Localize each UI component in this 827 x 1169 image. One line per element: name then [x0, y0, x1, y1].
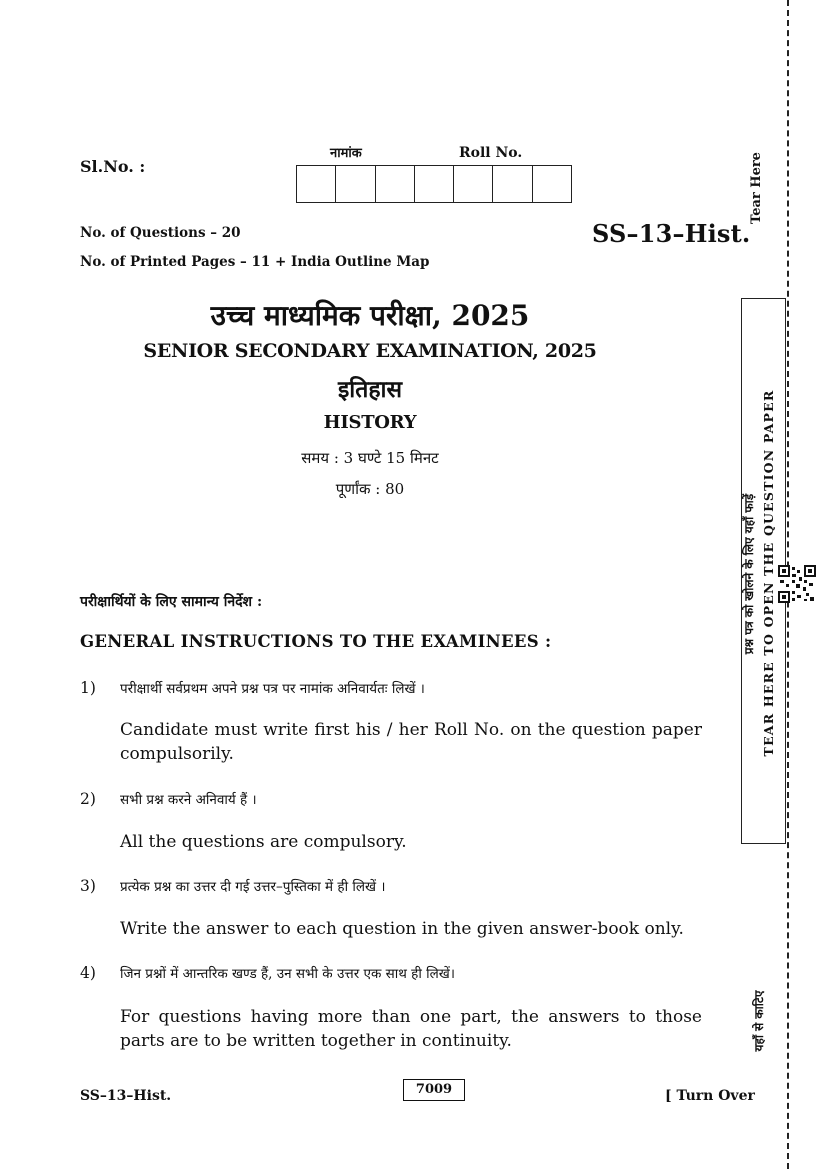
number-of-pages: No. of Printed Pages – 11 + India Outline Map	[80, 254, 430, 270]
number-of-questions: No. of Questions – 20	[80, 225, 241, 241]
serial-number-label: Sl.No. :	[80, 157, 146, 176]
instructions-heading: GENERAL INSTRUCTIONS TO THE EXAMINEES :	[80, 632, 552, 651]
exam-title-hindi: उच्च माध्यमिक परीक्षा, 2025	[210, 299, 530, 332]
instruction-text: Candidate must write first his / her Roll No. on the question paper compulsorily.	[120, 720, 702, 764]
roll-digit-box[interactable]	[454, 166, 493, 202]
roll-number-label: Roll No.	[459, 145, 523, 161]
roll-digit-box[interactable]	[297, 166, 336, 202]
instruction-text: For questions having more than one part, the answers to those parts are to be written together in continuity.	[120, 1007, 702, 1051]
instruction-text-hindi: सभी प्रश्न करने अनिवार्य हैं ।	[120, 792, 257, 808]
roll-digit-box[interactable]	[415, 166, 454, 202]
instruction-text-hindi: प्रत्येक प्रश्न का उत्तर दी गई उत्तर–पुस्तिका में ही लिखें ।	[120, 879, 386, 895]
subject-title-hindi: इतिहास	[337, 376, 403, 403]
roll-number-boxes[interactable]	[296, 165, 572, 203]
turn-over-label: [ Turn Over	[665, 1088, 755, 1104]
instructions-heading-hindi: परीक्षार्थियों के लिए सामान्य निर्देश :	[80, 594, 263, 610]
instruction-number: 3)	[80, 877, 96, 895]
exam-title: SENIOR SECONDARY EXAMINATION, 2025	[143, 340, 597, 362]
instruction-number: 1)	[80, 679, 96, 697]
footer-paper-code: SS–13–Hist.	[80, 1088, 172, 1104]
instruction-text-hindi: जिन प्रश्नों में आन्तरिक खण्ड हैं, उन सभी के उत्तर एक साथ ही लिखें।	[120, 966, 455, 982]
instruction-text: Write the answer to each question in the given answer-book only.	[120, 919, 684, 939]
tear-open-label-hindi: प्रश्न पत्र को खोलने के लिए यहाँ फाड़ें	[742, 493, 756, 655]
roll-digit-box[interactable]	[533, 166, 571, 202]
qr-code-icon	[778, 565, 816, 603]
footer-box-number: 7009	[403, 1079, 465, 1101]
instruction-number: 4)	[80, 964, 96, 982]
maximum-marks: पूर्णांक : 80	[335, 480, 405, 498]
instruction-text-hindi: परीक्षार्थी सर्वप्रथम अपने प्रश्न पत्र पर नामांक अनिवार्यतः लिखें ।	[120, 681, 425, 697]
instruction-number: 2)	[80, 790, 96, 808]
exam-duration: समय : 3 घण्टे 15 मिनट	[301, 449, 439, 467]
paper-code: SS–13–Hist.	[592, 219, 751, 248]
cut-here-label-hindi: यहाँ से काटिए	[752, 990, 766, 1052]
tear-open-label: TEAR HERE TO OPEN THE QUESTION PAPER	[761, 389, 776, 757]
instruction-text: All the questions are compulsory.	[120, 832, 407, 852]
roll-number-label-hindi: नामांक	[330, 146, 362, 161]
roll-digit-box[interactable]	[493, 166, 532, 202]
tear-here-label: Tear Here	[749, 152, 764, 224]
roll-digit-box[interactable]	[376, 166, 415, 202]
subject-title: HISTORY	[323, 412, 417, 433]
roll-digit-box[interactable]	[336, 166, 375, 202]
